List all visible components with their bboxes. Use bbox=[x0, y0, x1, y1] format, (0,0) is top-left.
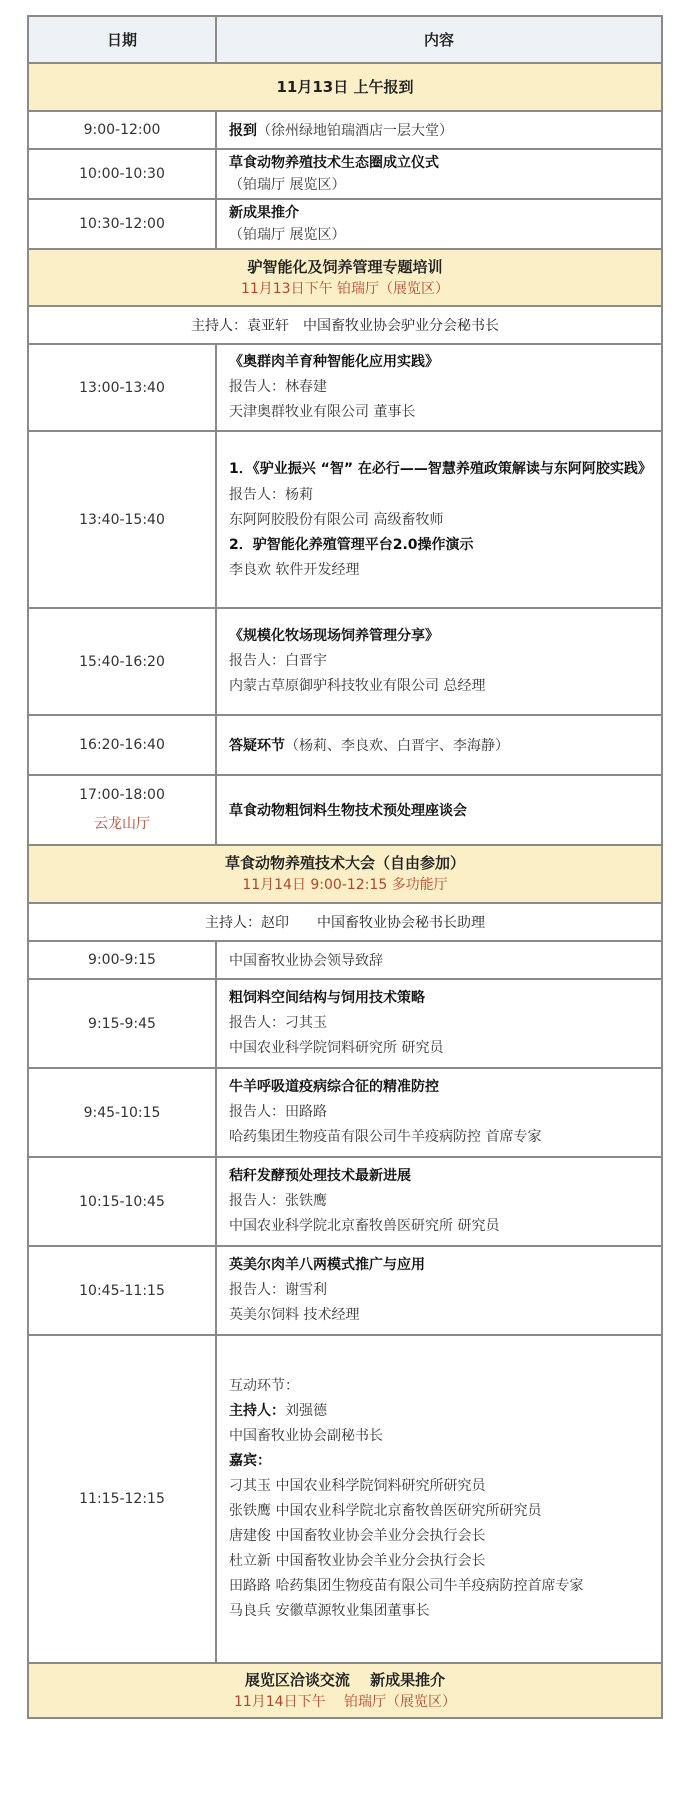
talk-title: 秸秆发酵预处理技术最新进展 bbox=[229, 1168, 411, 1184]
section-subtitle: 11月14日下午 铂瑞厅（展览区） bbox=[233, 1693, 457, 1710]
affiliation: 中国农业科学院饲料研究所 研究员 bbox=[229, 1040, 444, 1056]
affiliation: 内蒙古草原御驴科技牧业有限公司 总经理 bbox=[229, 678, 486, 694]
section-subtitle: 11月13日下午 铂瑞厅（展览区） bbox=[240, 280, 450, 297]
affiliation: 中国农业科学院北京畜牧兽医研究所 研究员 bbox=[229, 1218, 500, 1234]
section-title: 11月13日 上午报到 bbox=[276, 78, 414, 96]
table-row bbox=[28, 715, 662, 775]
header-content: 内容 bbox=[216, 16, 662, 63]
time-cell bbox=[28, 775, 216, 845]
affiliation: 东阿阿胶股份有限公司 高级畜牧师 bbox=[229, 512, 444, 528]
affiliation: 天津奥群牧业有限公司 董事长 bbox=[229, 404, 416, 420]
content-cell bbox=[216, 1246, 662, 1335]
content-cell bbox=[216, 715, 662, 775]
host-row bbox=[28, 306, 662, 344]
time-cell: 16:20-16:40 bbox=[28, 715, 216, 775]
schedule-table bbox=[27, 15, 663, 1719]
time-cell: 11:15-12:15 bbox=[28, 1335, 216, 1663]
talk-title: 牛羊呼吸道疫病综合征的精准防控 bbox=[229, 1079, 439, 1095]
item-detail: （铂瑞厅 展览区） bbox=[229, 177, 346, 193]
table-row bbox=[28, 431, 662, 608]
speaker: 报告人：白晋宇 bbox=[229, 653, 327, 669]
speaker: 报告人：刁其玉 bbox=[229, 1015, 327, 1031]
speaker: 报告人：谢雪利 bbox=[229, 1282, 327, 1298]
content-cell bbox=[216, 1335, 662, 1663]
section-header bbox=[28, 63, 662, 111]
table-row bbox=[28, 1246, 662, 1335]
panel-intro: 互动环节： bbox=[229, 1378, 299, 1394]
content-cell bbox=[216, 199, 662, 249]
guest-item: 唐建俊 中国畜牧业协会羊业分会执行会长 bbox=[229, 1528, 486, 1544]
content-cell bbox=[216, 1068, 662, 1157]
table-row bbox=[28, 1157, 662, 1246]
talk-title: 《奥群肉羊育种智能化应用实践》 bbox=[229, 354, 439, 370]
host-row bbox=[28, 903, 662, 941]
table-header bbox=[28, 16, 662, 63]
host-name: 刘强德 bbox=[285, 1403, 327, 1419]
item-title: 新成果推介 bbox=[229, 205, 299, 221]
item-title: 中国畜牧业协会领导致辞 bbox=[229, 953, 383, 969]
section-title: 驴智能化及饲养管理专题培训 bbox=[247, 257, 443, 276]
speaker: 报告人：张铁鹰 bbox=[229, 1193, 327, 1209]
time-cell: 10:45-11:15 bbox=[28, 1246, 216, 1335]
content-cell bbox=[216, 111, 662, 149]
time-cell: 9:15-9:45 bbox=[28, 979, 216, 1068]
guest-item: 田路路 哈药集团生物疫苗有限公司牛羊疫病防控首席专家 bbox=[229, 1578, 584, 1594]
content-cell bbox=[216, 608, 662, 715]
section-header bbox=[28, 1663, 662, 1718]
item-title: 草食动物养殖技术生态圈成立仪式 bbox=[229, 155, 439, 171]
affiliation: 英美尔饲料 技术经理 bbox=[229, 1307, 360, 1323]
host-text: 主持人：袁亚轩 中国畜牧业协会驴业分会秘书长 bbox=[28, 306, 662, 344]
host-text: 主持人：赵印 中国畜牧业协会秘书长助理 bbox=[28, 903, 662, 941]
time-cell: 10:00-10:30 bbox=[28, 149, 216, 199]
talk-title: 英美尔肉羊八两模式推广与应用 bbox=[229, 1257, 425, 1273]
speaker: 李良欢 软件开发经理 bbox=[229, 562, 360, 578]
guest-item: 张铁鹰 中国农业科学院北京畜牧兽医研究所研究员 bbox=[229, 1503, 542, 1519]
item-detail: （铂瑞厅 展览区） bbox=[229, 227, 346, 243]
time-cell: 15:40-16:20 bbox=[28, 608, 216, 715]
host-title: 中国畜牧业协会副秘书长 bbox=[229, 1428, 383, 1444]
table-row bbox=[28, 608, 662, 715]
table-row bbox=[28, 979, 662, 1068]
time-cell: 13:00-13:40 bbox=[28, 344, 216, 431]
talk-title: 粗饲料空间结构与饲用技术策略 bbox=[229, 990, 425, 1006]
time-cell: 10:15-10:45 bbox=[28, 1157, 216, 1246]
talk-title: 《规模化牧场现场饲养管理分享》 bbox=[229, 628, 439, 644]
table-row bbox=[28, 199, 662, 249]
table-row bbox=[28, 775, 662, 845]
time-cell: 9:00-12:00 bbox=[28, 111, 216, 149]
time-cell: 13:40-15:40 bbox=[28, 431, 216, 608]
guest-item: 刁其玉 中国农业科学院饲料研究所研究员 bbox=[229, 1478, 486, 1494]
host-label: 主持人： bbox=[229, 1403, 285, 1419]
time-cell: 9:00-9:15 bbox=[28, 941, 216, 979]
talk-title: 2．驴智能化养殖管理平台2.0操作演示 bbox=[229, 537, 474, 553]
header-date: 日期 bbox=[28, 16, 216, 63]
content-cell bbox=[216, 941, 662, 979]
speaker: 报告人：林春建 bbox=[229, 379, 327, 395]
section-header bbox=[28, 249, 662, 306]
guests-label: 嘉宾： bbox=[229, 1453, 271, 1469]
table-row bbox=[28, 149, 662, 199]
item-detail: （杨莉、李良欢、白晋宇、李海静） bbox=[285, 738, 509, 754]
item-title: 报到 bbox=[229, 123, 257, 139]
time-cell: 10:30-12:00 bbox=[28, 199, 216, 249]
time-text: 17:00-18:00 bbox=[79, 787, 165, 803]
guest-item: 杜立新 中国畜牧业协会羊业分会执行会长 bbox=[229, 1553, 486, 1569]
content-cell bbox=[216, 149, 662, 199]
speaker: 报告人：田路路 bbox=[229, 1104, 327, 1120]
speaker: 报告人：杨莉 bbox=[229, 487, 313, 503]
content-cell bbox=[216, 1157, 662, 1246]
talk-title: 1．《驴业振兴 “智” 在必行——智慧养殖政策解读与东阿阿胶实践》 bbox=[229, 461, 652, 477]
section-subtitle: 11月14日 9:00-12:15 多功能厅 bbox=[242, 877, 448, 893]
table-row bbox=[28, 111, 662, 149]
item-title: 答疑环节 bbox=[229, 738, 285, 754]
item-detail: （徐州绿地铂瑞酒店一层大堂） bbox=[257, 123, 453, 139]
affiliation: 哈药集团生物疫苗有限公司牛羊疫病防控 首席专家 bbox=[229, 1129, 542, 1145]
content-cell bbox=[216, 979, 662, 1068]
table-row bbox=[28, 1068, 662, 1157]
venue-text: 云龙山厅 bbox=[94, 816, 150, 832]
table-row bbox=[28, 344, 662, 431]
time-cell: 9:45-10:15 bbox=[28, 1068, 216, 1157]
table-row bbox=[28, 1335, 662, 1663]
section-title: 展览区洽谈交流 新成果推介 bbox=[244, 1670, 446, 1689]
content-cell bbox=[216, 431, 662, 608]
item-title: 草食动物粗饲料生物技术预处理座谈会 bbox=[229, 803, 467, 819]
guest-item: 马良兵 安徽草源牧业集团董事长 bbox=[229, 1603, 430, 1619]
table-row bbox=[28, 941, 662, 979]
section-title: 草食动物养殖技术大会（自由参加） bbox=[224, 854, 465, 872]
content-cell bbox=[216, 344, 662, 431]
content-cell bbox=[216, 775, 662, 845]
section-header bbox=[28, 845, 662, 903]
